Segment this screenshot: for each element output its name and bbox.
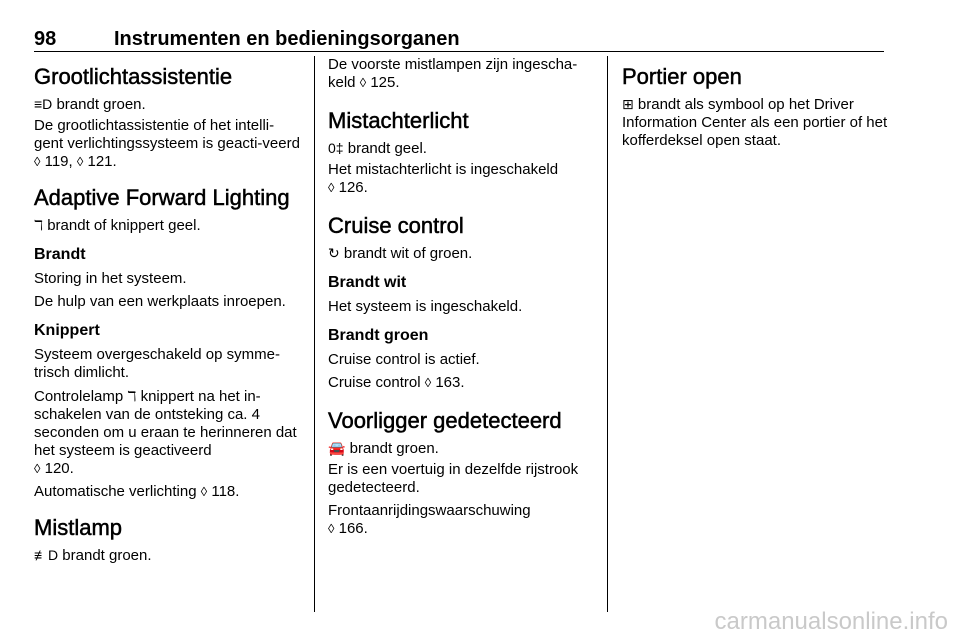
subheading-knippert: Knippert [34, 322, 100, 339]
column-divider-1 [314, 56, 315, 612]
afl-icon: ℸ [34, 217, 44, 233]
column-divider-2 [607, 56, 608, 612]
column-1 [34, 56, 300, 568]
page-ref-link[interactable]: 119 [44, 153, 69, 170]
paragraph: De voorste mistlampen zijn ingescha-keld ◊ 125. [328, 56, 578, 91]
section-title-adaptive-forward-lighting: Adaptive Forward Lighting [34, 185, 290, 210]
paragraph: ≡D brandt groen. [34, 96, 146, 113]
high-beam-assist-icon: ≡D [34, 96, 53, 112]
page-ref-link[interactable]: 126. [338, 179, 368, 196]
section-title-fog-lamp: Mistlamp [34, 515, 123, 540]
paragraph: Cruise control ◊ 163. [328, 374, 465, 391]
paragraph: 🚘 brandt groen. [328, 440, 439, 457]
page-ref-link[interactable]: 118. [211, 483, 240, 500]
section-title-cruise-control: Cruise control [328, 213, 464, 238]
paragraph: ≢D brandt groen. [34, 547, 152, 564]
subheading-brandt-wit: Brandt wit [328, 274, 407, 291]
paragraph: Het mistachterlicht is ingeschakeld ◊ 126. [328, 161, 559, 196]
page-ref-link[interactable]: 163. [435, 374, 465, 391]
paragraph: De grootlichtassistentie of het intelli-gent verlichtingssysteem is geacti-veerd ◊ 119, ◊ 121. [34, 117, 300, 170]
subheading-brandt-groen: Brandt groen [328, 327, 429, 344]
paragraph: Controlelamp ℸ knippert na het in-schakelen van de ontsteking ca. 4 seconden om u eraan te herinneren dat het systeem is geactiveerd ◊ 120. [34, 388, 297, 477]
fog-lamp-icon: ≢D [34, 547, 59, 563]
section-title-rear-fog-light: Mistachterlicht [328, 108, 469, 133]
cruise-control-icon: ↻ [328, 245, 340, 261]
column-2 [328, 56, 594, 543]
page-ref-icon: ◊ [328, 521, 335, 536]
paragraph: 0‡ brandt geel. [328, 140, 427, 157]
paragraph: Het systeem is ingeschakeld. [328, 298, 523, 315]
section-title-high-beam-assist: Grootlichtassistentie [34, 64, 233, 89]
page-number: 98 [34, 28, 57, 50]
page-ref-icon: ◊ [424, 375, 432, 390]
page-ref-icon: ◊ [328, 180, 335, 195]
section-title-vehicle-ahead: Voorligger gedetecteerd [328, 408, 562, 433]
paragraph: ℸ brandt of knippert geel. [34, 217, 201, 234]
page-ref-icon: ◊ [76, 154, 84, 169]
page-header [34, 28, 884, 50]
page-title: Instrumenten en bedieningsorganen [114, 28, 460, 50]
page-ref-icon: ◊ [200, 484, 208, 499]
section-title-door-open: Portier open [622, 64, 742, 89]
paragraph: Er is een voertuig in dezelfde rijstrook gedetecteerd. [328, 461, 579, 496]
page-ref-link[interactable]: 166. [338, 520, 368, 537]
paragraph: Cruise control is actief. [328, 351, 480, 368]
paragraph: Automatische verlichting ◊ 118. [34, 483, 240, 500]
paragraph: Storing in het systeem. [34, 270, 187, 287]
paragraph: Systeem overgeschakeld op symme-trisch dimlicht. [34, 346, 280, 381]
paragraph: ↻ brandt wit of groen. [328, 245, 473, 262]
paragraph: Frontaanrijdingswaarschuwing ◊ 166. [328, 502, 531, 537]
page-ref-icon: ◊ [34, 461, 41, 476]
paragraph: De hulp van een werkplaats inroepen. [34, 293, 286, 310]
door-open-icon: ⊞ [622, 96, 634, 112]
header-rule [34, 51, 884, 52]
page-ref-link[interactable]: 125. [370, 74, 400, 91]
rear-fog-light-icon: 0‡ [328, 140, 344, 156]
watermark: carmanualsonline.info [714, 608, 948, 635]
afl-icon: ℸ [127, 388, 137, 404]
page-ref-icon: ◊ [359, 75, 367, 90]
vehicle-ahead-icon: 🚘 [328, 440, 346, 456]
page-ref-link[interactable]: 120. [44, 460, 74, 477]
page-ref-icon: ◊ [34, 154, 41, 169]
subheading-brandt: Brandt [34, 246, 86, 263]
page-ref-link[interactable]: 121. [87, 153, 117, 170]
paragraph: ⊞ brandt als symbool op het Driver Information Center als een portier of het kofferdeksel open staat. [622, 96, 888, 149]
column-3 [622, 56, 888, 155]
